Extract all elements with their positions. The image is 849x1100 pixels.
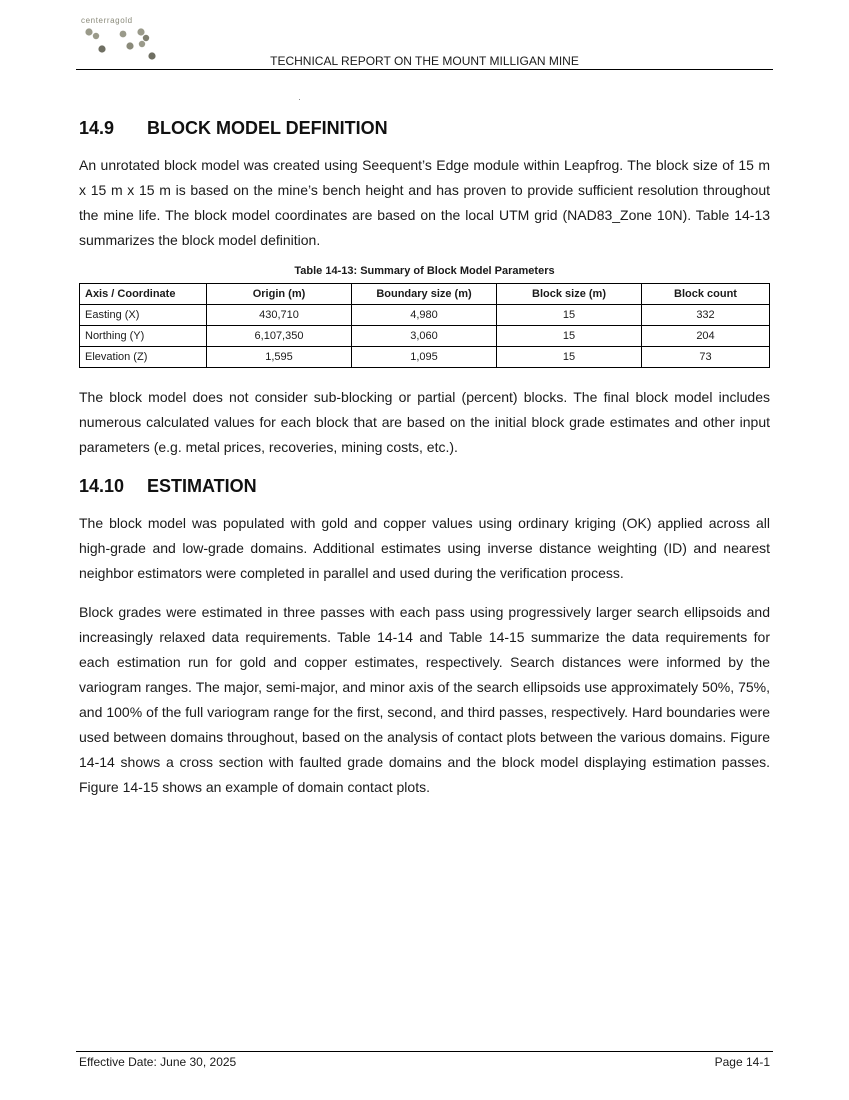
table-cell: 1,095 (352, 347, 497, 368)
table-cell: Elevation (Z) (80, 347, 207, 368)
table-cell: 15 (497, 326, 642, 347)
footer-divider (76, 1051, 773, 1052)
table-cell: 430,710 (207, 305, 352, 326)
section-title: ESTIMATION (147, 476, 257, 496)
page-number: Page 14-1 (714, 1055, 770, 1069)
table-caption: Table 14-13: Summary of Block Model Parameters (294, 265, 555, 277)
table-cell: Northing (Y) (80, 326, 207, 347)
column-header: Block count (642, 284, 770, 305)
table-cell: 4,980 (352, 305, 497, 326)
running-header (0, 54, 849, 68)
paragraph: Block grades were estimated in three passes with each pass using progressively larger search ellipsoids and increasingly relaxed data requirements. Table 14-14 and Table 14-15 summarize the data requirements for each estimation run for gold and copper estimates, respectively. Search distances were informed by the variogram ranges. The major, semi-major, and minor axis of the search ellipsoids use approximately 50%, 75%, and 100% of the full variogram range for the first, second, and third passes, respectively. Hard boundaries were used between domains throughout, based on the analysis of contact plots between the various domains. Figure 14-14 shows a cross section with faulted grade domains and the block model displaying estimation passes. Figure 14-15 shows an example of domain contact plots. (79, 604, 770, 795)
paragraph: The block model does not consider sub-blocking or partial (percent) blocks. The final block model includes numerous calculated values for each block that are based on the initial block grade estimates and other input parameters (e.g. metal prices, recoveries, mining costs, etc.). (79, 389, 770, 455)
table-cell: Easting (X) (80, 305, 207, 326)
table-cell: 3,060 (352, 326, 497, 347)
section-number: 14.9 (79, 118, 115, 138)
stray-mark (299, 99, 300, 100)
table-cell: 15 (497, 305, 642, 326)
section-heading-block-model (79, 118, 770, 139)
table-header-row (80, 284, 770, 305)
paragraph: The block model was populated with gold and copper values using ordinary kriging (OK) applied across all high-grade and low-grade domains. Additional estimates using inverse distance weighting (ID) and nearest neighbor estimators were completed in parallel and used during the verification process. (79, 515, 770, 581)
table-cell: 15 (497, 347, 642, 368)
logo-wordmark: centerragold (81, 16, 133, 25)
column-header: Axis / Coordinate (80, 284, 207, 305)
column-header: Block size (m) (497, 284, 642, 305)
section-number: 14.10 (79, 476, 125, 496)
report-title: TECHNICAL REPORT ON THE MOUNT MILLIGAN MINE (270, 54, 579, 68)
table-row (80, 347, 770, 368)
table-cell: 332 (642, 305, 770, 326)
column-header: Boundary size (m) (352, 284, 497, 305)
section-heading-estimation (79, 476, 770, 497)
block-model-parameters-table (79, 283, 770, 368)
table-row (80, 326, 770, 347)
table-cell: 204 (642, 326, 770, 347)
section-title: BLOCK MODEL DEFINITION (147, 118, 388, 138)
page-body (79, 118, 770, 800)
table-row (80, 305, 770, 326)
column-header: Origin (m) (207, 284, 352, 305)
table-cell: 1,595 (207, 347, 352, 368)
table-cell: 6,107,350 (207, 326, 352, 347)
paragraph: An unrotated block model was created using Seequent’s Edge module within Leapfrog. The block size of 15 m x 15 m x 15 m is based on the mine’s bench height and has proven to provide sufficient resolution throughout the mine life. The block model coordinates are based on the local UTM grid (NAD83_Zone 10N). Table 14-13 summarizes the block model definition. (79, 157, 770, 248)
table-cell: 73 (642, 347, 770, 368)
header-divider (76, 69, 773, 70)
effective-date: Effective Date: June 30, 2025 (79, 1055, 237, 1069)
